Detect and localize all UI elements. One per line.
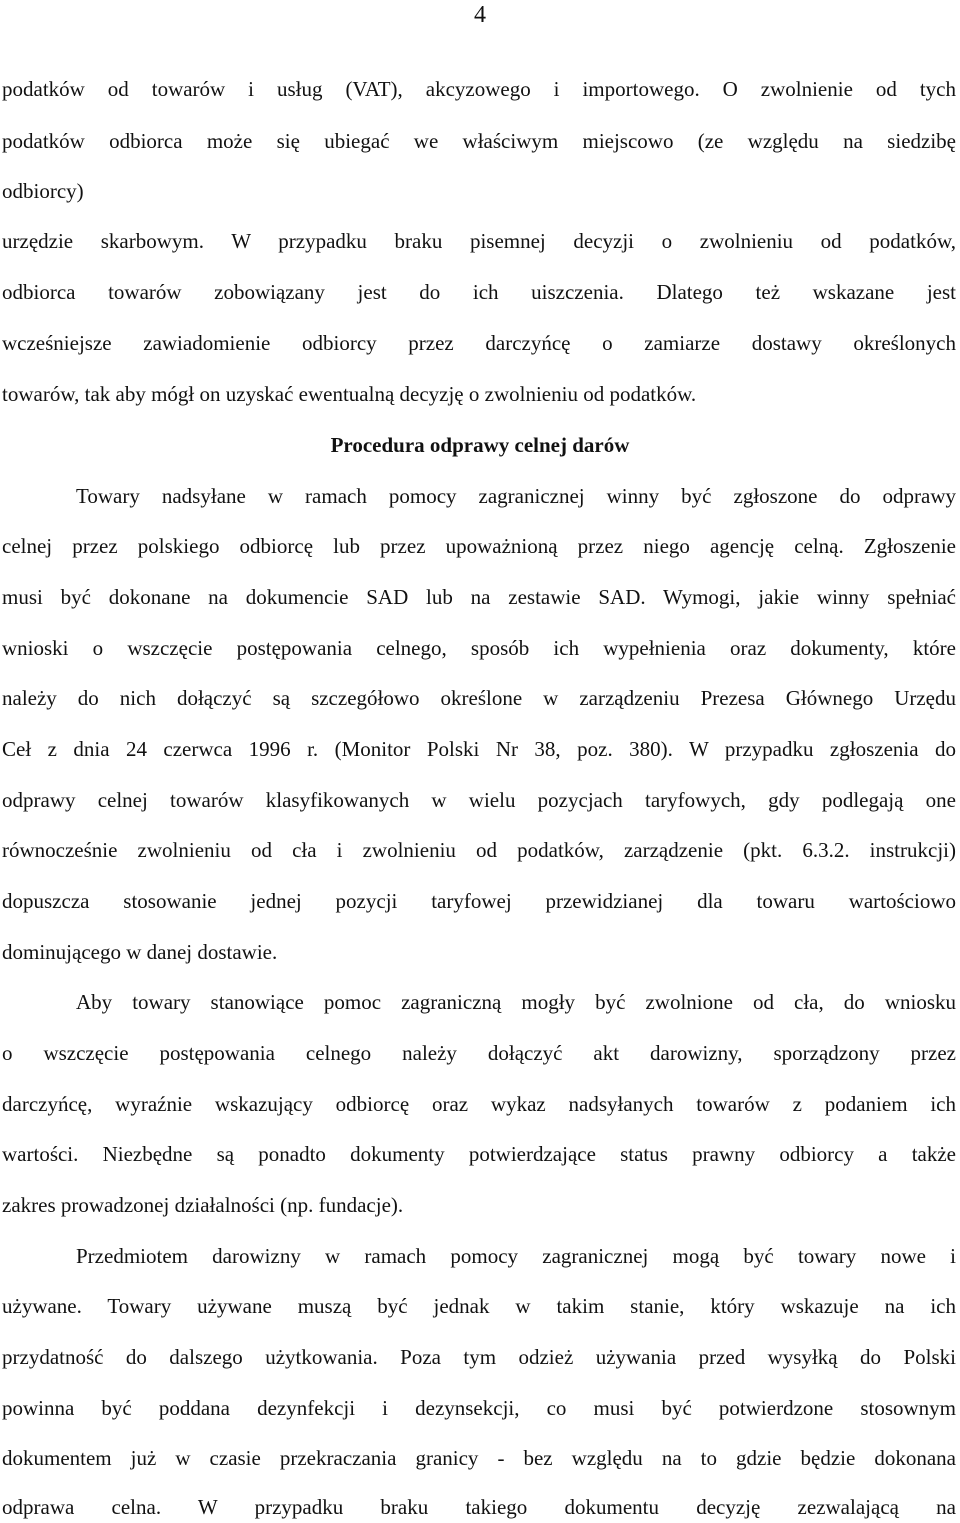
section-heading: Procedura odprawy celnej darów <box>330 433 630 457</box>
text-line: Aby towary stanowiące pomoc zagraniczną mogły być zwolnione od cła, do wniosku <box>76 990 956 1014</box>
text-line: podatków odbiorca może się ubiegać we właściwym miejscowo (ze względu na siedzibę <box>2 129 956 153</box>
text-line: używane. Towary używane muszą być jednak w takim stanie, który wskazuje na ich <box>2 1294 956 1318</box>
text-line: o wszczęcie postępowania celnego należy dołączyć akt darowizny, sporządzony przez <box>2 1041 956 1065</box>
text-line: powinna być poddana dezynfekcji i dezynsekcji, co musi być potwierdzone stosownym <box>2 1396 956 1420</box>
text-line: odbiorca towarów zobowiązany jest do ich uiszczenia. Dlatego też wskazane jest <box>2 280 956 304</box>
text-line: przydatność do dalszego użytkowania. Poza tym odzież używania przed wysyłką do Polski <box>2 1345 956 1369</box>
text-line: urzędzie skarbowym. W przypadku braku pisemnej decyzji o zwolnieniu od podatków, <box>2 229 956 253</box>
text-line: celnej przez polskiego odbiorcę lub przez upoważnioną przez niego agencję celną. Zgłoszenie <box>2 534 956 558</box>
text-line: towarów, tak aby mógł on uzyskać ewentualną decyzję o zwolnieniu od podatków. <box>2 382 697 406</box>
text-line: dopuszcza stosowanie jednej pozycji taryfowej przewidzianej dla towaru wartościowo <box>2 889 956 913</box>
text-line: wnioski o wszczęcie postępowania celnego, sposób ich wypełnienia oraz dokumenty, które <box>2 636 956 660</box>
text-line: Towary nadsyłane w ramach pomocy zagranicznej winny być zgłoszone do odprawy <box>76 484 956 508</box>
text-line: odprawa celna. W przypadku braku takiego dokumentu decyzję zezwalającą na <box>2 1495 956 1519</box>
text-line: podatków od towarów i usług (VAT), akcyzowego i importowego. O zwolnienie od tych <box>2 77 956 101</box>
text-line: odbiorcy) <box>2 179 84 203</box>
text-line: dokumentem już w czasie przekraczania granicy - bez względu na to gdzie będzie dokonana <box>2 1446 956 1470</box>
text-line: zakres prowadzonej działalności (np. fundacje). <box>2 1193 404 1217</box>
text-line: darczyńcę, wyraźnie wskazujący odbiorcę oraz wykaz nadsyłanych towarów z podaniem ich <box>2 1092 956 1116</box>
page-number: 4 <box>474 2 486 28</box>
text-line: musi być dokonane na dokumencie SAD lub na zestawie SAD. Wymogi, jakie winny spełniać <box>2 585 956 609</box>
text-line: należy do nich dołączyć są szczegółowo określone w zarządzeniu Prezesa Głównego Urzędu <box>2 686 956 710</box>
text-line: równocześnie zwolnieniu od cła i zwolnieniu od podatków, zarządzenie (pkt. 6.3.2. instrukcji) <box>2 838 956 862</box>
text-line: odprawy celnej towarów klasyfikowanych w wielu pozycjach taryfowych, gdy podlegają one <box>2 788 956 812</box>
text-line: wartości. Niezbędne są ponadto dokumenty potwierdzające status prawny odbiorcy a także <box>2 1142 956 1166</box>
text-line: dominującego w danej dostawie. <box>2 940 278 964</box>
text-line: Ceł z dnia 24 czerwca 1996 r. (Monitor Polski Nr 38, poz. 380). W przypadku zgłoszenia do <box>2 737 956 761</box>
text-line: Przedmiotem darowizny w ramach pomocy zagranicznej mogą być towary nowe i <box>76 1244 956 1268</box>
text-line: wcześniejsze zawiadomienie odbiorcy przez darczyńcę o zamiarze dostawy określonych <box>2 331 956 355</box>
